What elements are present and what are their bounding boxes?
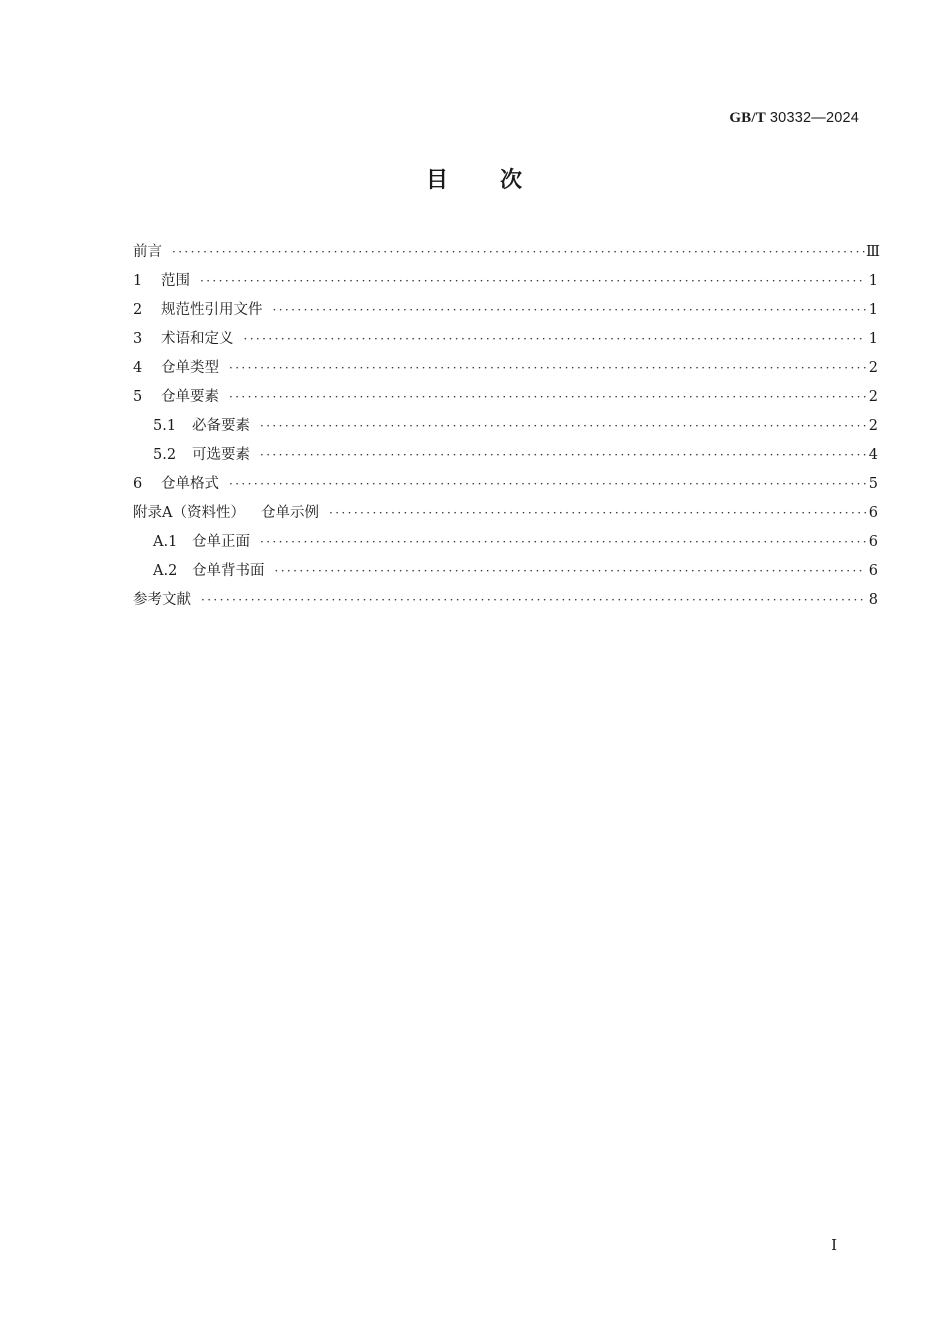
toc-title-char-1: 目 <box>425 168 450 193</box>
toc-page-number: 6 <box>868 505 878 521</box>
toc-entry-number: 5.2 <box>153 447 177 463</box>
toc-page-number: 4 <box>868 447 878 463</box>
toc-entry-title: 必备要素 <box>192 418 250 434</box>
toc-leader-dots <box>273 303 867 317</box>
toc-page-number: 6 <box>868 534 878 550</box>
toc-entry-receipt-types[interactable] <box>133 356 878 385</box>
table-of-contents <box>133 240 878 617</box>
toc-entry-number: 6 <box>133 476 143 492</box>
annex-label: 附录A（资料性） <box>133 505 245 521</box>
toc-entry-scope[interactable] <box>133 269 878 298</box>
toc-entry-title: 仓单格式 <box>161 476 219 492</box>
toc-entry-number: 5 <box>133 389 143 405</box>
toc-leader-dots <box>201 593 866 607</box>
toc-page-number: 1 <box>868 331 878 347</box>
toc-entry-title: 仓单类型 <box>161 360 219 376</box>
toc-leader-dots <box>229 477 866 491</box>
toc-title <box>0 163 950 194</box>
toc-entry-title: 仓单正面 <box>192 534 250 550</box>
toc-entry-required-elements[interactable] <box>133 414 878 443</box>
toc-leader-dots <box>329 506 866 520</box>
toc-leader-dots <box>260 448 866 462</box>
toc-entry-number: 5.1 <box>153 418 177 434</box>
toc-leader-dots <box>260 419 866 433</box>
toc-leader-dots <box>275 564 867 578</box>
toc-entry-receipt-front[interactable] <box>133 530 878 559</box>
toc-leader-dots <box>244 332 867 346</box>
toc-entry-title: 仓单要素 <box>161 389 219 405</box>
toc-page-number: 6 <box>868 563 878 579</box>
toc-entry-optional-elements[interactable] <box>133 443 878 472</box>
toc-entry-receipt-format[interactable] <box>133 472 878 501</box>
toc-entry-normative-references[interactable] <box>133 298 878 327</box>
toc-page-number: 1 <box>868 273 878 289</box>
toc-leader-dots <box>229 390 866 404</box>
toc-entry-annex-a[interactable] <box>133 501 878 530</box>
toc-entry-foreword[interactable] <box>133 240 878 269</box>
toc-entry-title: 可选要素 <box>192 447 250 463</box>
toc-leader-dots <box>260 535 866 549</box>
toc-entry-title: 范围 <box>161 273 190 289</box>
toc-entry-title: 术语和定义 <box>161 331 234 347</box>
toc-title-char-2: 次 <box>500 168 525 193</box>
toc-entry-title <box>133 501 329 522</box>
standard-prefix: GB/T <box>729 110 766 126</box>
standard-number: 30332—2024 <box>769 110 859 126</box>
toc-entry-number: 2 <box>133 302 143 318</box>
toc-entry-receipt-endorsement[interactable] <box>133 559 878 588</box>
toc-entry-bibliography[interactable] <box>133 588 878 617</box>
standard-code <box>729 110 859 127</box>
toc-entry-terms-definitions[interactable] <box>133 327 878 356</box>
toc-page-number: 2 <box>868 389 878 405</box>
toc-leader-dots <box>200 274 866 288</box>
toc-page-number: Ⅲ <box>866 244 880 260</box>
toc-leader-dots <box>229 361 866 375</box>
page-number: Ⅰ <box>831 1238 837 1254</box>
toc-leader-dots <box>172 245 866 259</box>
toc-entry-number: 1 <box>133 273 143 289</box>
toc-entry-title: 规范性引用文件 <box>161 302 263 318</box>
toc-entry-title: 参考文献 <box>133 592 191 608</box>
toc-page-number: 2 <box>868 360 878 376</box>
toc-entry-number: A.2 <box>153 563 178 579</box>
toc-page-number: 1 <box>868 302 878 318</box>
toc-entry-number: A.1 <box>153 534 178 550</box>
toc-entry-number: 4 <box>133 360 143 376</box>
toc-page-number: 5 <box>868 476 878 492</box>
toc-entry-receipt-elements[interactable] <box>133 385 878 414</box>
annex-title: 仓单示例 <box>260 505 319 521</box>
toc-page-number: 2 <box>868 418 878 434</box>
toc-entry-title: 前言 <box>133 244 162 260</box>
toc-entry-number: 3 <box>133 331 143 347</box>
toc-entry-title: 仓单背书面 <box>192 563 265 579</box>
toc-page-number: 8 <box>868 592 878 608</box>
